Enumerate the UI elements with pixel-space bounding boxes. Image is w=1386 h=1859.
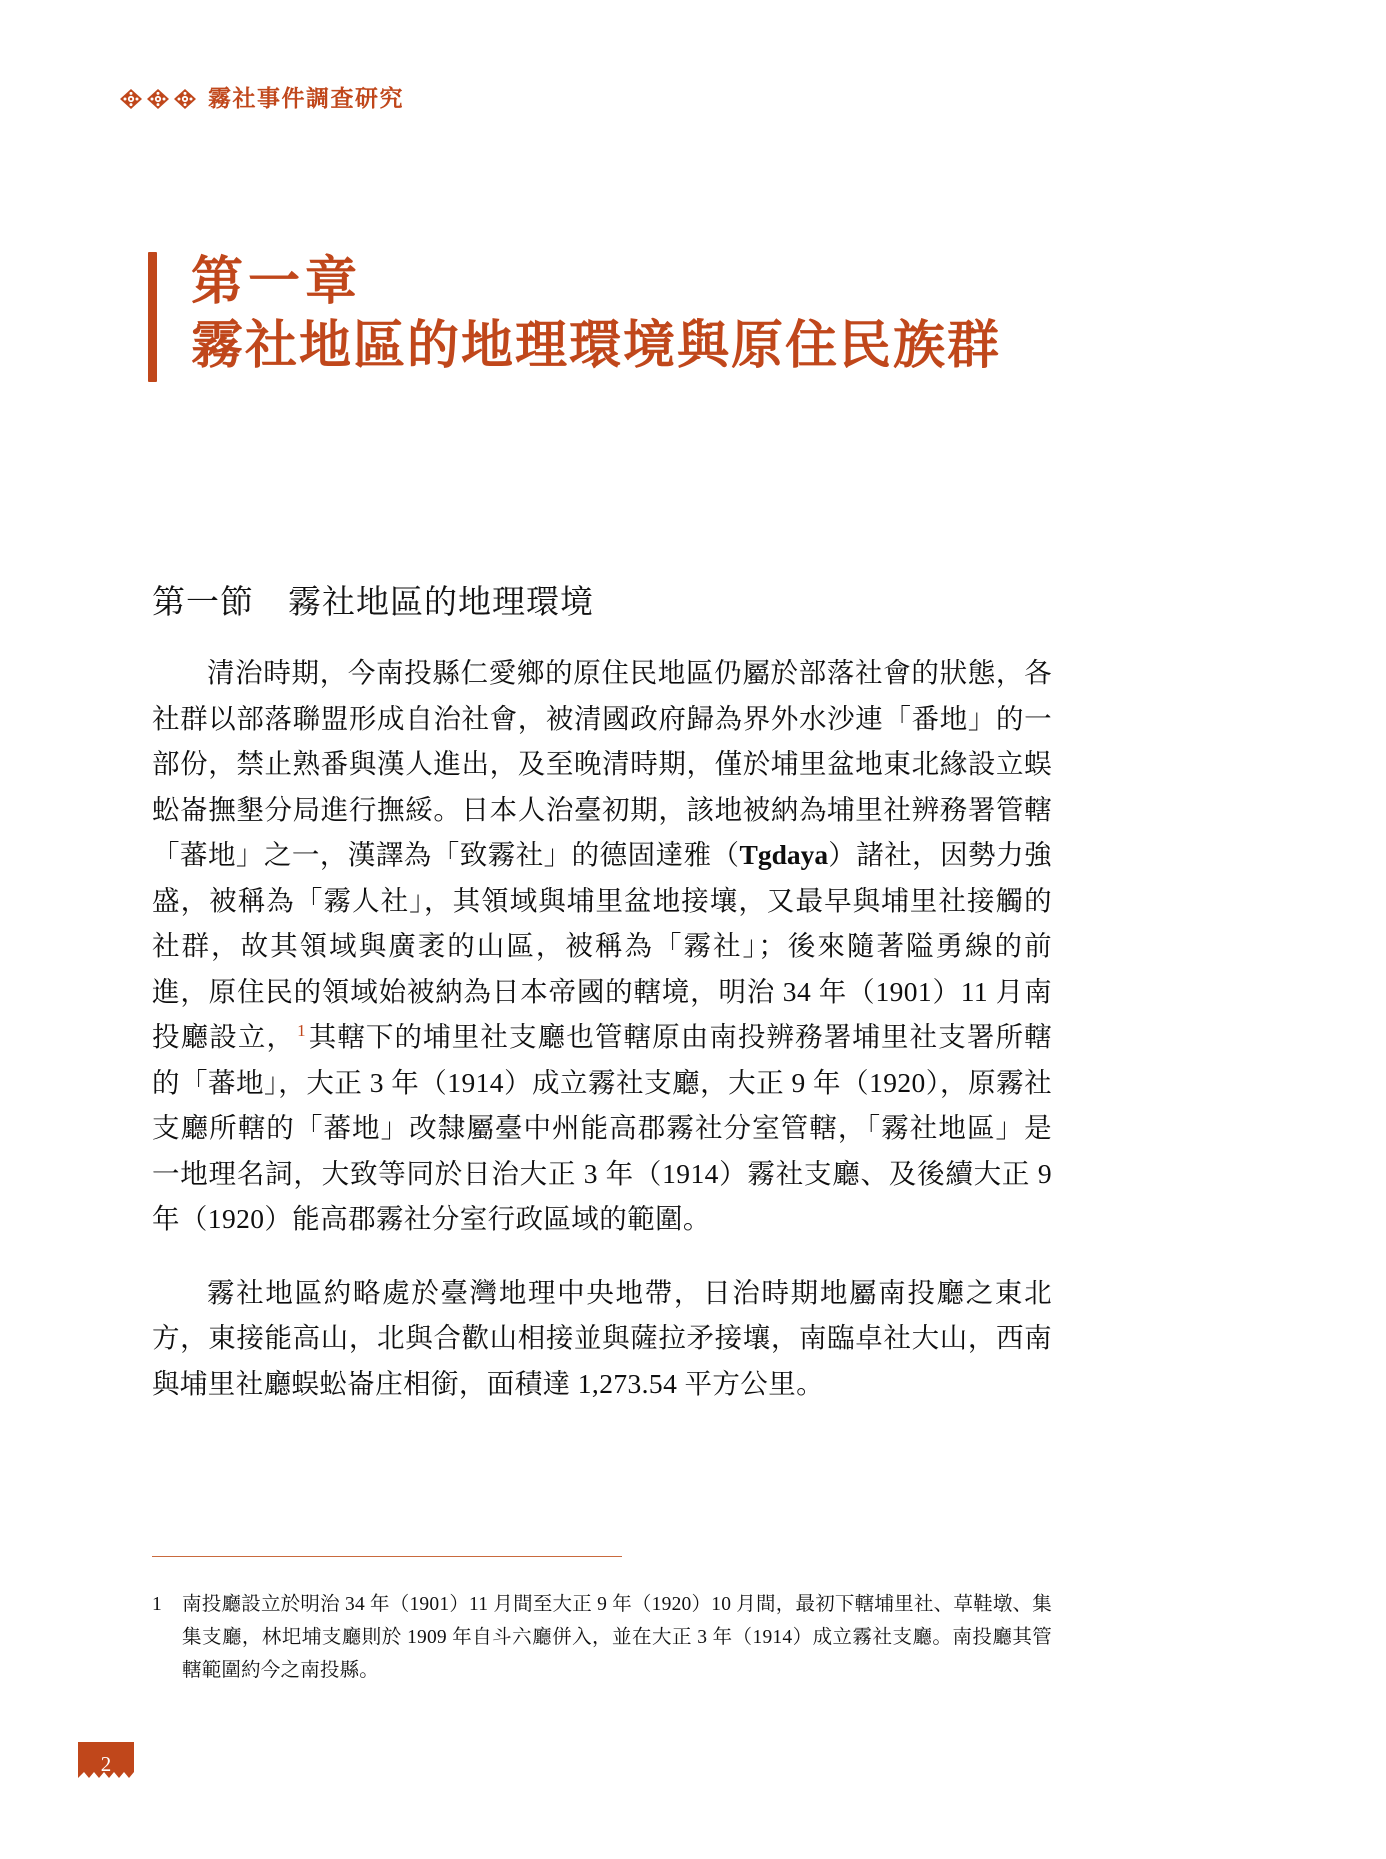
paragraph-1: [152, 650, 1052, 1242]
body-text-area: [152, 650, 1052, 1406]
footnote-text: 南投廳設立於明治 34 年（1901）11 月間至大正 9 年（1920）10 月間，最初下轄埔里社、草鞋墩、集集支廳，林圯埔支廳則於 1909 年自斗六廳併入，並在大正 3 年（1914）成立霧社支廳。南投廳其管轄範圍約今之南投縣。: [182, 1594, 1052, 1681]
page-number-badge: [78, 1742, 134, 1788]
section-heading: 第一節 霧社地區的地理環境: [152, 583, 594, 620]
page-number-value: 2: [100, 1751, 112, 1776]
diamond-ornament-icon-2: [145, 86, 171, 112]
footnote-separator-rule: [152, 1556, 622, 1557]
paragraph-1-part-1: 清治時期，今南投縣仁愛鄉的原住民地區仍屬於部落社會的狀態，各社群以部落聯盟形成自治社會，被清國政府歸為界外水沙連「番地」的一部份，禁止熟番與漢人進出，及至晚清時期，僅於埔里盆地東北緣設立蜈蚣崙撫墾分局進行撫綏。日本人治臺初期，該地被納為埔里社辨務署管轄「蕃地」之一，漢譯為「致霧社」的德固達雅（: [152, 657, 1052, 870]
paragraph-1-part-3: 其轄下的埔里社支廳也管轄原由南投辨務署埔里社支署所轄的「蕃地」，大正 3 年（1914）成立霧社支廳，大正 9 年（1920），原霧社支廳所轄的「蕃地」改隸屬臺中州能高郡霧社分室管轄，「霧社地區」是一地理名詞，大致等同於日治大正 3 年（1914）霧社支廳、及後續大正 9 年（1920）能高郡霧社分室行政區域的範圍。: [152, 1021, 1052, 1234]
chapter-heading-text: [191, 252, 1001, 382]
running-header-title: 霧社事件調查研究: [208, 85, 404, 111]
diamond-ornament-icon-3: [172, 86, 198, 112]
paragraph-1-part-2: ）諸社，因勢力強盛，被稱為「霧人社」，其領域與埔里盆地接壤，又最早與埔里社接觸的社群，故其領域與廣袤的山區，被稱為「霧社」；後來隨著隘勇線的前進，原住民的領域始被納為日本帝國的轄境，明治 34 年（1901）11 月南投廳設立，: [152, 839, 1052, 1052]
diamond-ornament-icon-1: [118, 86, 144, 112]
chapter-heading-block: [148, 252, 1001, 382]
diamond-ornament-icon: [118, 86, 198, 112]
paragraph-2: 霧社地區約略處於臺灣地理中央地帶，日治時期地屬南投廳之東北方，東接能高山，北與合歡山相接並與薩拉矛接壤，南臨卓社大山，西南與埔里社廳蜈蚣崙庄相銜，面積達 1,273.54 平方公里。: [152, 1276, 1052, 1399]
footnote-1: [152, 1588, 1052, 1687]
running-header: [118, 82, 404, 116]
footnote-reference-1[interactable]: 1: [297, 1020, 306, 1040]
chapter-number: 第一章: [191, 254, 363, 311]
chapter-accent-rule: [148, 252, 157, 382]
footnote-marker: 1: [152, 1594, 162, 1615]
chapter-title: 霧社地區的地理環境與原住民族群: [191, 318, 1002, 376]
tgdaya-romanization: Tgdaya: [739, 839, 829, 870]
